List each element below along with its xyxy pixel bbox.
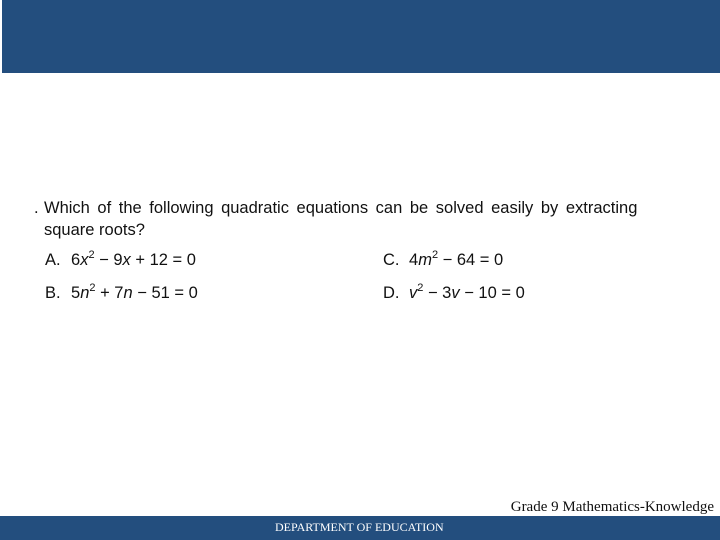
question-line-1 <box>34 197 694 219</box>
option-term: − 10 = 0 <box>459 284 525 302</box>
header-band <box>2 0 720 73</box>
option-b <box>45 284 198 303</box>
option-letter: B. <box>45 284 61 302</box>
option-term: − 3 <box>423 284 452 302</box>
option-exponent: 2 <box>88 249 95 261</box>
question-prefix: . <box>34 199 39 217</box>
option-exponent: 2 <box>89 282 96 294</box>
option-letter: D. <box>383 284 400 302</box>
option-term: − 51 = 0 <box>132 284 198 302</box>
question-text: Which of the following quadratic equations can be solved easily by extracting <box>44 199 638 217</box>
option-term: − 9 <box>94 251 123 269</box>
option-a <box>45 251 196 270</box>
option-var: m <box>418 251 432 269</box>
question-block <box>34 197 694 241</box>
option-c <box>383 251 503 270</box>
option-term: 5 <box>71 284 81 302</box>
option-exponent: 2 <box>417 282 424 294</box>
option-exponent: 2 <box>431 249 439 261</box>
option-d <box>383 284 525 303</box>
option-var: n <box>80 284 90 302</box>
option-var: v <box>409 284 418 302</box>
option-var: x <box>122 251 131 269</box>
option-var: n <box>123 284 133 302</box>
option-term: − 64 = 0 <box>438 251 504 269</box>
option-term: + 12 = 0 <box>130 251 196 269</box>
department-label: DEPARTMENT OF EDUCATION <box>275 520 444 534</box>
option-var: v <box>451 284 460 302</box>
option-term: + 7 <box>95 284 124 302</box>
option-letter: C. <box>383 251 400 269</box>
option-letter: A. <box>45 251 61 269</box>
question-line-2: square roots? <box>44 221 145 239</box>
option-term: 4 <box>409 251 419 269</box>
option-term: 6 <box>71 251 81 269</box>
option-var: x <box>80 251 89 269</box>
grade-label: Grade 9 Mathematics-Knowledge <box>510 499 714 515</box>
